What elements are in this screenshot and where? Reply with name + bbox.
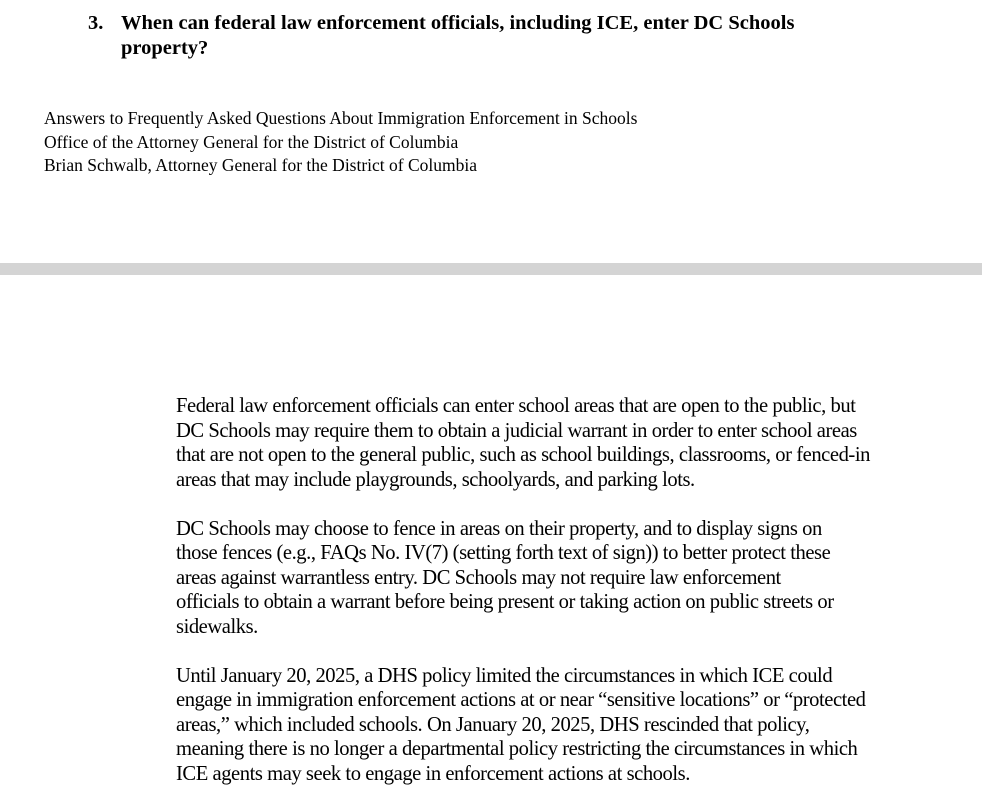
question-number: 3. <box>88 12 104 34</box>
paragraph-line: sidewalks. <box>176 615 258 638</box>
answer-body <box>176 394 936 811</box>
paragraph-line: DC Schools may require them to obtain a judicial warrant in order to enter school areas <box>176 419 857 442</box>
section-divider <box>0 263 982 275</box>
answer-paragraph-3 <box>176 664 936 787</box>
answer-paragraph-2 <box>176 517 936 640</box>
paragraph-line: Until January 20, 2025, a DHS policy limited the circumstances in which ICE could <box>176 664 833 687</box>
paragraph-line: ICE agents may seek to engage in enforcement actions at schools. <box>176 762 690 785</box>
question-line: When can federal law enforcement officials, including ICE, enter DC Schools <box>121 12 795 34</box>
paragraph-line: Federal law enforcement officials can enter school areas that are open to the public, but <box>176 395 856 417</box>
paragraph-line: engage in immigration enforcement actions at or near “sensitive locations” or “protected <box>176 689 866 711</box>
paragraph-line: DC Schools may choose to fence in areas on their property, and to display signs on <box>176 517 822 540</box>
paragraph-line: areas against warrantless entry. DC Schools may not require law enforcement <box>176 566 781 589</box>
paragraph-line: meaning there is no longer a departmental policy restricting the circumstances in which <box>176 738 858 760</box>
paragraph-line: that are not open to the general public, such as school buildings, classrooms, or fenced-in <box>176 444 870 466</box>
source-citation <box>44 107 637 178</box>
source-office: Office of the Attorney General for the District of Columbia <box>44 131 459 152</box>
source-title: Answers to Frequently Asked Questions About Immigration Enforcement in Schools <box>44 108 638 128</box>
answer-paragraph-1 <box>176 394 936 492</box>
paragraph-line: areas that may include playgrounds, schoolyards, and parking lots. <box>176 468 695 491</box>
source-author: Brian Schwalb, Attorney General for the District of Columbia <box>44 155 478 175</box>
question-text <box>121 11 848 61</box>
question-heading <box>88 11 848 61</box>
question-line: property? <box>121 37 209 59</box>
paragraph-line: areas,” which included schools. On January 20, 2025, DHS rescinded that policy, <box>176 713 810 736</box>
paragraph-line: officials to obtain a warrant before being present or taking action on public streets or <box>176 591 834 613</box>
paragraph-line: those fences (e.g., FAQs No. IV(7) (setting forth text of sign)) to better protect these <box>176 542 831 564</box>
